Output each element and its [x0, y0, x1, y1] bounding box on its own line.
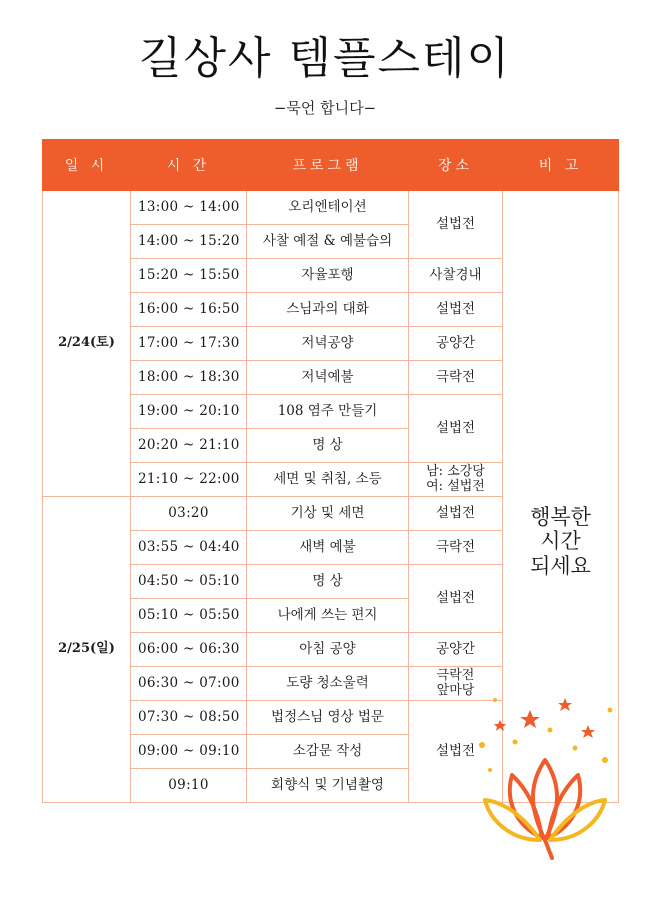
- lotus-flower-icon: [470, 690, 620, 860]
- note-line: 되세요: [530, 553, 591, 578]
- place-cell: 사찰경내: [409, 259, 503, 293]
- time-cell: 21:10 ~ 22:00: [131, 463, 247, 497]
- time-cell: 09:10: [131, 769, 247, 803]
- place-cell: 설법전: [409, 497, 503, 531]
- place-cell: 설법전: [409, 395, 503, 463]
- time-cell: 03:55 ~ 04:40: [131, 531, 247, 565]
- program-cell: 도량 청소울력: [247, 667, 409, 701]
- program-cell: 아침 공양: [247, 633, 409, 667]
- star-sparkles: [494, 698, 595, 738]
- time-cell: 09:00 ~ 09:10: [131, 735, 247, 769]
- place-line: 극락전: [436, 667, 475, 683]
- header-time: 시 간: [131, 140, 247, 191]
- place-cell: 설법전: [409, 701, 503, 803]
- time-cell: 17:00 ~ 17:30: [131, 327, 247, 361]
- program-cell: 스님과의 대화: [247, 293, 409, 327]
- time-cell: 06:00 ~ 06:30: [131, 633, 247, 667]
- program-cell: 108 염주 만들기: [247, 395, 409, 429]
- place-cell: 극락전: [409, 531, 503, 565]
- time-cell: 19:00 ~ 20:10: [131, 395, 247, 429]
- program-cell: 명 상: [247, 565, 409, 599]
- place-cell: 설법전: [409, 565, 503, 633]
- note-line: 행복한: [530, 505, 591, 530]
- page-subtitle: −묵언 합니다−: [273, 99, 377, 117]
- time-cell: 06:30 ~ 07:00: [131, 667, 247, 701]
- header-date: 일 시: [43, 140, 131, 191]
- header-program: 프로그램: [247, 140, 409, 191]
- program-cell: 나에게 쓰는 편지: [247, 599, 409, 633]
- page-title: 길상사 템플스테이: [138, 33, 512, 84]
- place-cell: 극락전: [409, 361, 503, 395]
- date-cell-day2: 2/25(일): [43, 497, 131, 803]
- program-cell: 법정스님 영상 법문: [247, 701, 409, 735]
- program-cell: 새벽 예불: [247, 531, 409, 565]
- place-cell: 공양간: [409, 327, 503, 361]
- time-cell: 03:20: [131, 497, 247, 531]
- program-cell: 저녁공양: [247, 327, 409, 361]
- header-note: 비 고: [503, 140, 619, 191]
- time-cell: 16:00 ~ 16:50: [131, 293, 247, 327]
- program-cell: 사찰 예절 & 예불습의: [247, 225, 409, 259]
- program-cell: 소감문 작성: [247, 735, 409, 769]
- time-cell: 15:20 ~ 15:50: [131, 259, 247, 293]
- time-cell: 04:50 ~ 05:10: [131, 565, 247, 599]
- place-cell: [409, 463, 503, 497]
- place-cell: 설법전: [409, 191, 503, 259]
- program-cell: 기상 및 세면: [247, 497, 409, 531]
- time-cell: 18:00 ~ 18:30: [131, 361, 247, 395]
- date-cell-day1: 2/24(토): [43, 191, 131, 497]
- place-cell: 공양간: [409, 633, 503, 667]
- place-line: 여: 설법전: [426, 478, 485, 494]
- program-cell: 저녁예불: [247, 361, 409, 395]
- program-cell: 회향식 및 기념촬영: [247, 769, 409, 803]
- program-cell: 명 상: [247, 429, 409, 463]
- program-cell: 오리엔테이션: [247, 191, 409, 225]
- place-cell: 설법전: [409, 293, 503, 327]
- program-cell: 세면 및 취침, 소등: [247, 463, 409, 497]
- table-header-row: [43, 140, 619, 191]
- note-line: 시간: [540, 529, 581, 554]
- place-line: 남: 소강당: [426, 463, 485, 479]
- table-row: [43, 191, 619, 225]
- time-cell: 13:00 ~ 14:00: [131, 191, 247, 225]
- time-cell: 14:00 ~ 15:20: [131, 225, 247, 259]
- time-cell: 20:20 ~ 21:10: [131, 429, 247, 463]
- place-line: 앞마당: [436, 682, 475, 698]
- time-cell: 05:10 ~ 05:50: [131, 599, 247, 633]
- header-place: 장소: [409, 140, 503, 191]
- time-cell: 07:30 ~ 08:50: [131, 701, 247, 735]
- program-cell: 자율포행: [247, 259, 409, 293]
